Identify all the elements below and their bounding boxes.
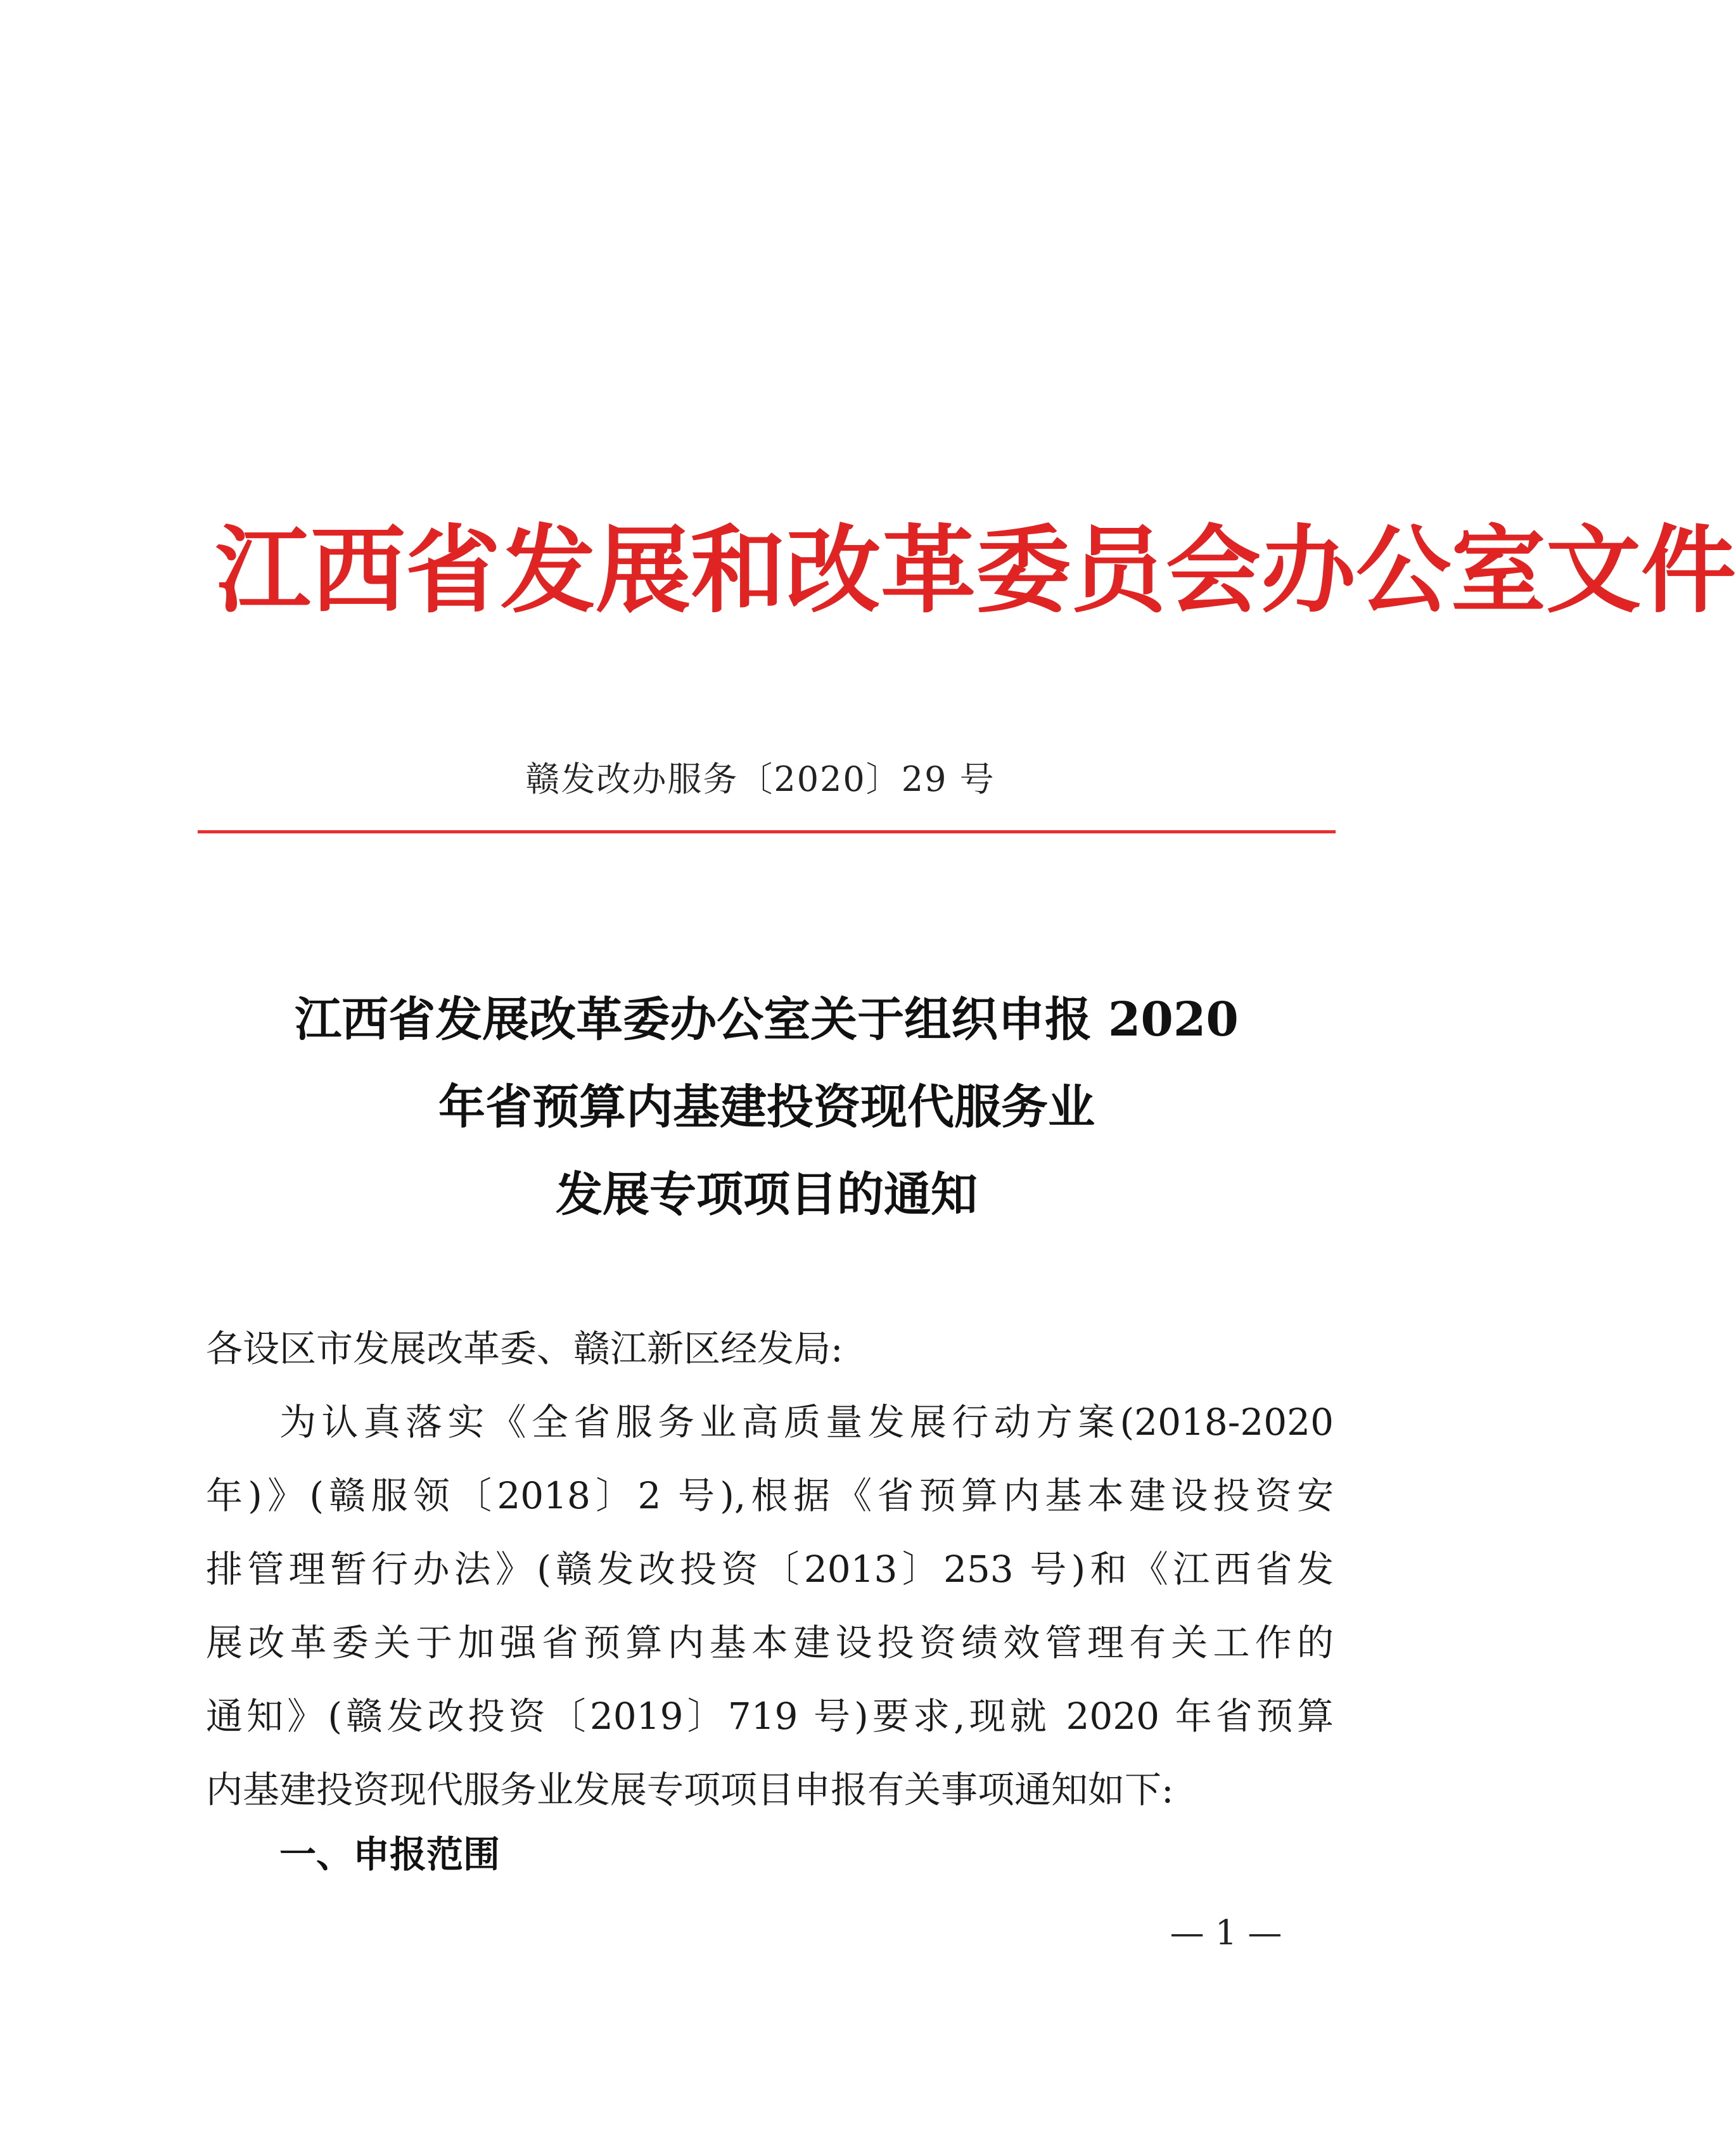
notice-title xyxy=(241,976,1292,1238)
notice-title-line: 发展专项项目的通知 xyxy=(556,1167,978,1222)
paragraph-line: 年)》(赣服领〔2018〕2 号),根据《省预算内基本建设投资安 xyxy=(206,1474,1334,1517)
red-divider-rule xyxy=(198,830,1336,833)
section-heading: 一、申报范围 xyxy=(279,1833,501,1876)
paragraph-line: 为认真落实《全省服务业高质量发展行动方案(2018-2020 xyxy=(279,1401,1334,1444)
salutation: 各设区市发展改革委、赣江新区经发局: xyxy=(206,1327,843,1370)
paragraph-line: 通知》(赣发改投资〔2019〕719 号)要求,现就 2020 年省预算 xyxy=(206,1695,1334,1738)
paragraph-line: 排管理暂行办法》(赣发改投资〔2013〕253 号)和《江西省发 xyxy=(206,1548,1334,1591)
paragraph-line: 内基建投资现代服务业发展专项项目申报有关事项通知如下: xyxy=(206,1768,1174,1811)
notice-title-line: 年省预算内基建投资现代服务业 xyxy=(438,1080,1095,1134)
page-number: — 1 — xyxy=(1170,1913,1282,1953)
notice-body xyxy=(206,1312,1334,1826)
paragraph-line: 展改革委关于加强省预算内基本建设投资绩效管理有关工作的 xyxy=(206,1621,1334,1664)
document-number: 赣发改办服务〔2020〕29 号 xyxy=(525,759,995,799)
letterhead-title: 江西省发展和改革委员会办公室文件 xyxy=(215,515,1736,626)
notice-title-line: 江西省发展改革委办公室关于组织申报 2020 xyxy=(295,992,1239,1047)
